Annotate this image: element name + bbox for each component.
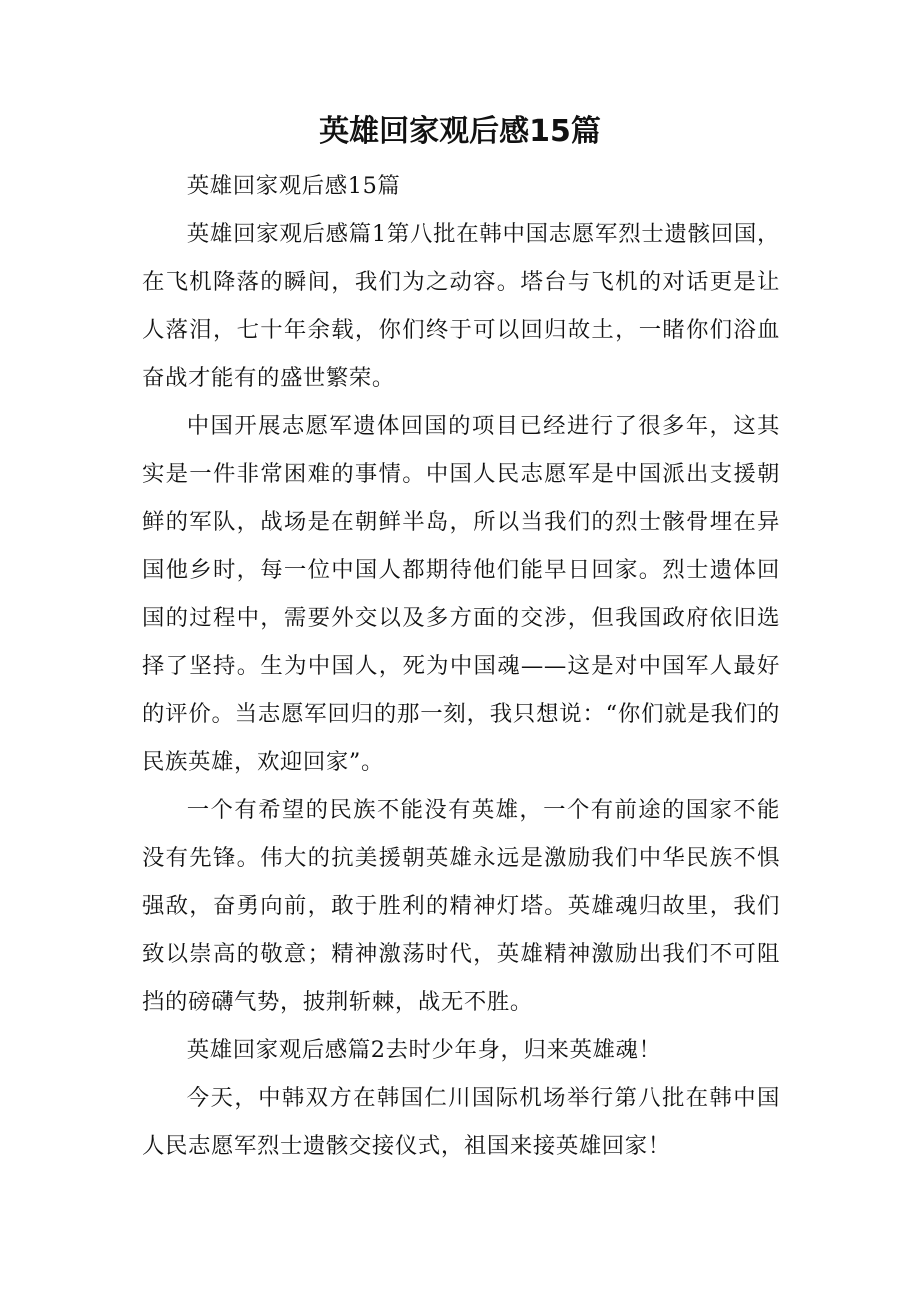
paragraph-1: 英雄回家观后感篇1第八批在韩中国志愿军烈士遗骸回国，在飞机降落的瞬间，我们为之动容。塔台与飞机的对话更是让人落泪，七十年余载，你们终于可以回归故土，一睹你们浴血奋战才能有的盛世繁荣。 [142, 221, 780, 391]
paragraph-subtitle: 英雄回家观后感15篇 [186, 173, 401, 199]
document-title: 英雄回家观后感15篇 [319, 114, 601, 149]
paragraph-5: 今天，中韩双方在韩国仁川国际机场举行第八批在韩中国人民志愿军烈士遗骸交接仪式，祖国来接英雄回家！ [142, 1085, 780, 1159]
paragraph-3: 一个有希望的民族不能没有英雄，一个有前途的国家不能没有先锋。伟大的抗美援朝英雄永远是激励我们中华民族不惧强敌，奋勇向前，敢于胜利的精神灯塔。英雄魂归故里，我们致以崇高的敬意；精神激荡时代，英雄精神激励出我们不可阻挡的磅礴气势，披荆斩棘，战无不胜。 [142, 797, 780, 1015]
paragraph-4: 英雄回家观后感篇2去时少年身，归来英雄魂！ [186, 1037, 662, 1063]
document-body [142, 162, 780, 1170]
paragraph-2: 中国开展志愿军遗体回国的项目已经进行了很多年，这其实是一件非常困难的事情。中国人民志愿军是中国派出支援朝鲜的军队，战场是在朝鲜半岛，所以当我们的烈士骸骨埋在异国他乡时，每一位中国人都期待他们能早日回家。烈士遗体回国的过程中，需要外交以及多方面的交涉，但我国政府依旧选择了坚持。生为中国人，死为中国魂——这是对中国军人最好的评价。当志愿军回归的那一刻，我只想说：“你们就是我们的民族英雄，欢迎回家”。 [142, 413, 780, 775]
